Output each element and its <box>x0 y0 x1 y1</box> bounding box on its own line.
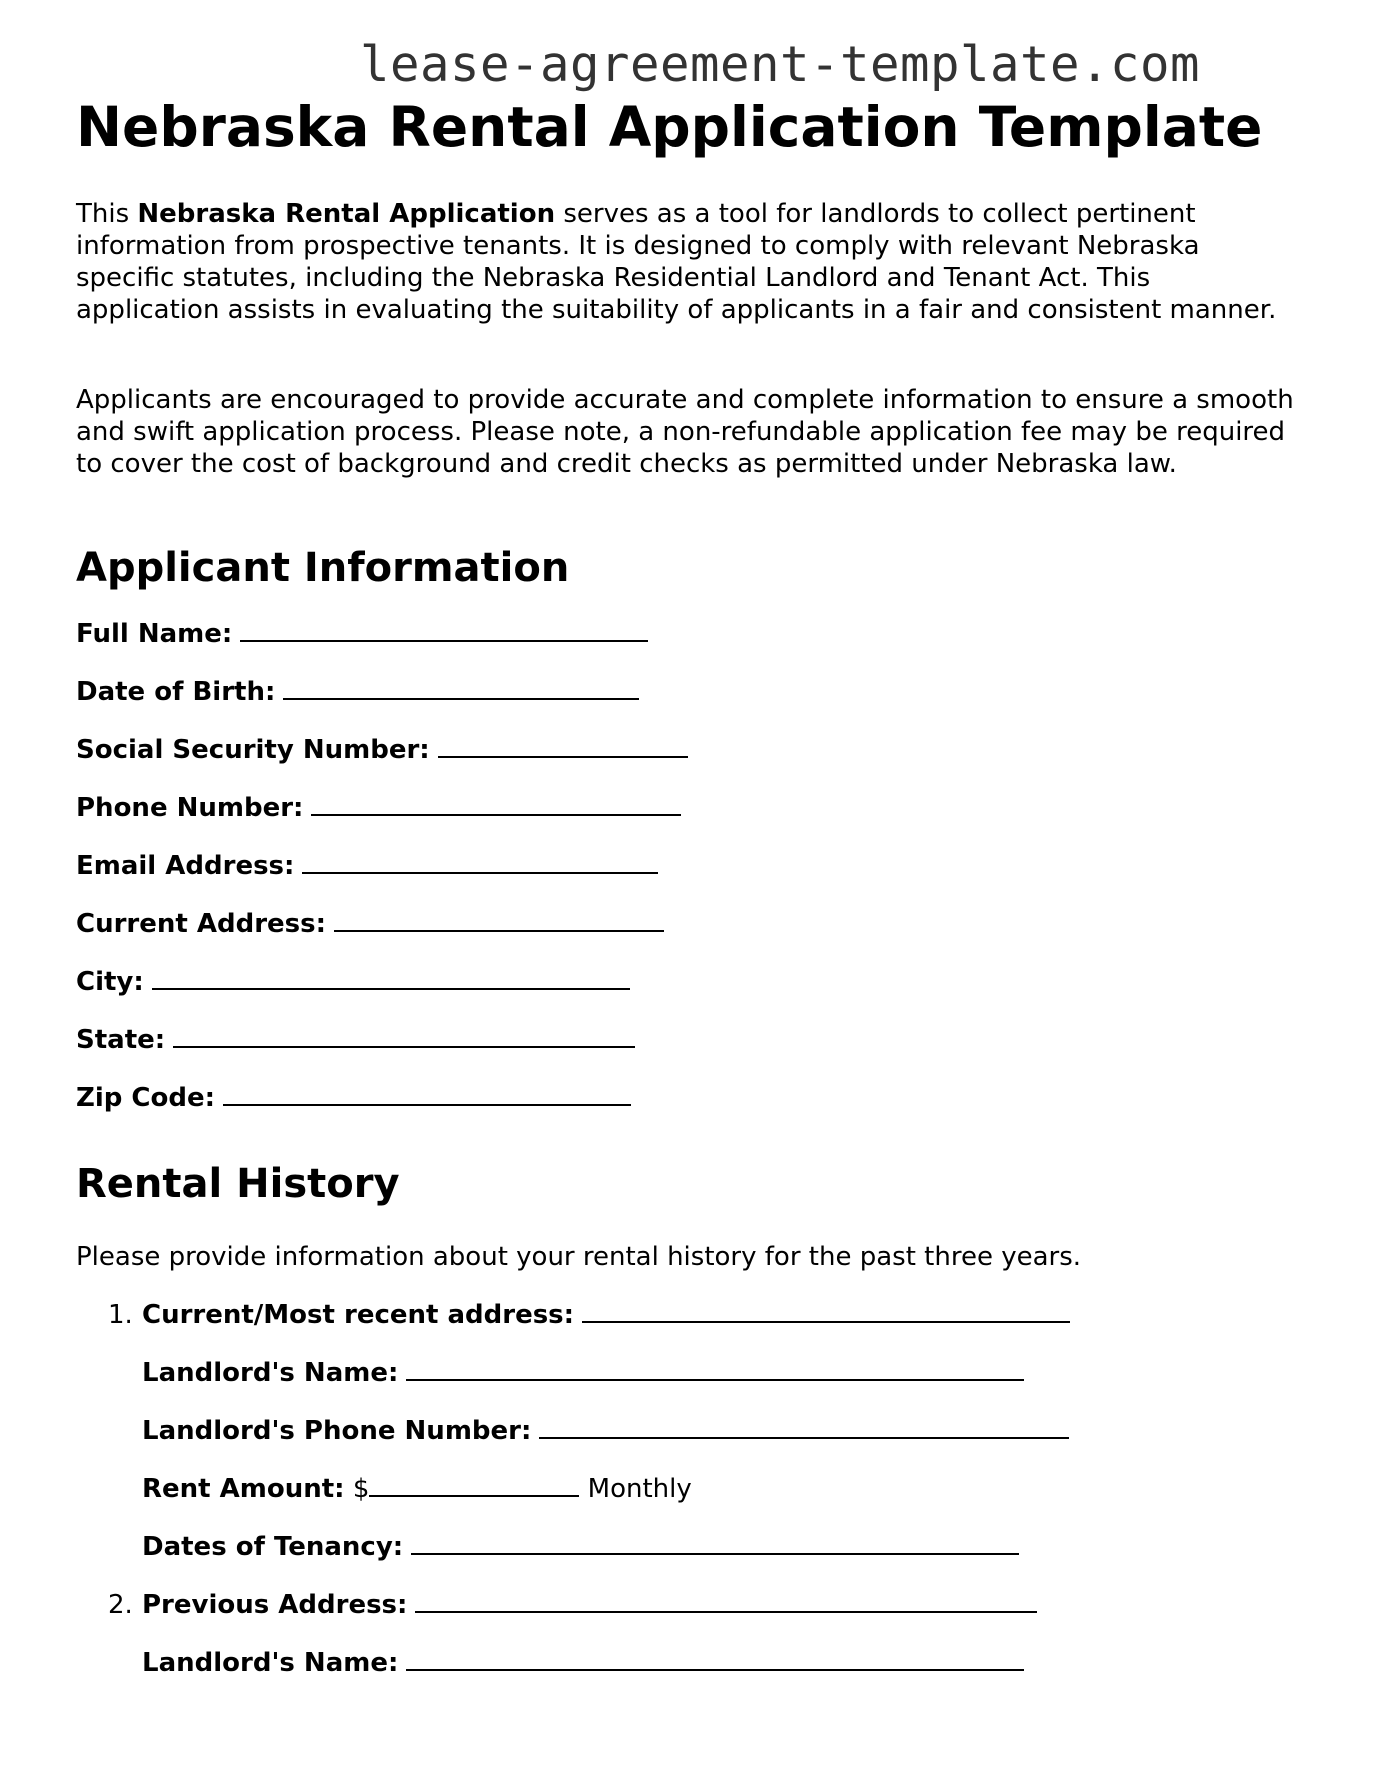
zip-code-blank[interactable] <box>223 1082 631 1106</box>
landlord-name-blank-2[interactable] <box>406 1647 1024 1671</box>
state-blank[interactable] <box>173 1024 635 1048</box>
phone-number-field <box>76 792 681 824</box>
full-name-field <box>76 618 648 650</box>
email-address-field <box>76 850 658 882</box>
landlord-name-blank-1[interactable] <box>406 1357 1024 1381</box>
full-name-label: Full Name: <box>76 619 233 649</box>
landlord-name-field-2 <box>142 1647 1024 1679</box>
previous-address-field <box>142 1589 1037 1621</box>
zip-code-field <box>76 1082 631 1114</box>
most-recent-address-field <box>142 1299 1070 1331</box>
applicant-section-heading: Applicant Information <box>76 545 570 591</box>
city-label: City: <box>76 967 144 997</box>
previous-address-label: Previous Address: <box>142 1590 408 1620</box>
dates-of-tenancy-blank[interactable] <box>411 1531 1019 1555</box>
ssn-label: Social Security Number: <box>76 735 430 765</box>
landlord-name-label-2: Landlord's Name: <box>142 1648 399 1678</box>
phone-number-blank[interactable] <box>311 792 681 816</box>
date-of-birth-field <box>76 676 639 708</box>
most-recent-address-blank[interactable] <box>582 1299 1070 1323</box>
current-address-blank[interactable] <box>334 908 664 932</box>
intro-bold: Nebraska Rental Application <box>137 199 556 229</box>
landlord-phone-field <box>142 1415 1069 1447</box>
intro-rest: serves as a tool for landlords to collect pertinent information from prospective tenants. It is designed to comply with relevant Nebraska specific statutes, including the Nebraska Residential Landlord and Tenant Act. This application assists in evaluating the suitability of applicants in a fair and consistent manner. <box>76 199 1277 325</box>
state-label: State: <box>76 1025 166 1055</box>
current-address-field <box>76 908 664 940</box>
previous-address-blank[interactable] <box>415 1589 1037 1613</box>
rental-intro: Please provide information about your rental history for the past three years. <box>76 1242 1082 1272</box>
email-address-blank[interactable] <box>302 850 658 874</box>
notice-paragraph: Applicants are encouraged to provide accurate and complete information to ensure a smooth and swift application process. Please note, a non-refundable application fee may be required to cover the cost of background and credit checks as permitted under Nebraska law. <box>76 385 1294 479</box>
rent-amount-field <box>142 1473 692 1505</box>
full-name-blank[interactable] <box>240 618 648 642</box>
city-field <box>76 966 630 998</box>
watermark: lease-agreement-template.com <box>360 36 1201 93</box>
email-address-label: Email Address: <box>76 851 295 881</box>
date-of-birth-blank[interactable] <box>283 676 639 700</box>
rent-amount-label: Rent Amount: <box>142 1474 345 1504</box>
ssn-field <box>76 734 688 766</box>
rental-item-1-number: 1. <box>108 1300 133 1330</box>
most-recent-address-label: Current/Most recent address: <box>142 1300 575 1330</box>
intro-lead: This <box>76 199 138 229</box>
rent-amount-currency: $ <box>352 1474 370 1504</box>
state-field <box>76 1024 635 1056</box>
landlord-phone-blank[interactable] <box>539 1415 1069 1439</box>
rent-amount-blank[interactable] <box>369 1473 579 1497</box>
rental-item-2-number: 2. <box>108 1590 133 1620</box>
intro-paragraph <box>76 198 1296 326</box>
page-title: Nebraska Rental Application Template <box>76 95 1263 159</box>
phone-number-label: Phone Number: <box>76 793 304 823</box>
landlord-phone-label: Landlord's Phone Number: <box>142 1416 532 1446</box>
current-address-label: Current Address: <box>76 909 327 939</box>
zip-code-label: Zip Code: <box>76 1083 216 1113</box>
landlord-name-field-1 <box>142 1357 1024 1389</box>
rental-section-heading: Rental History <box>76 1161 400 1207</box>
city-blank[interactable] <box>152 966 630 990</box>
date-of-birth-label: Date of Birth: <box>76 677 276 707</box>
rent-amount-period: Monthly <box>587 1474 692 1504</box>
ssn-blank[interactable] <box>438 734 688 758</box>
landlord-name-label-1: Landlord's Name: <box>142 1358 399 1388</box>
dates-of-tenancy-field <box>142 1531 1019 1563</box>
dates-of-tenancy-label: Dates of Tenancy: <box>142 1532 404 1562</box>
